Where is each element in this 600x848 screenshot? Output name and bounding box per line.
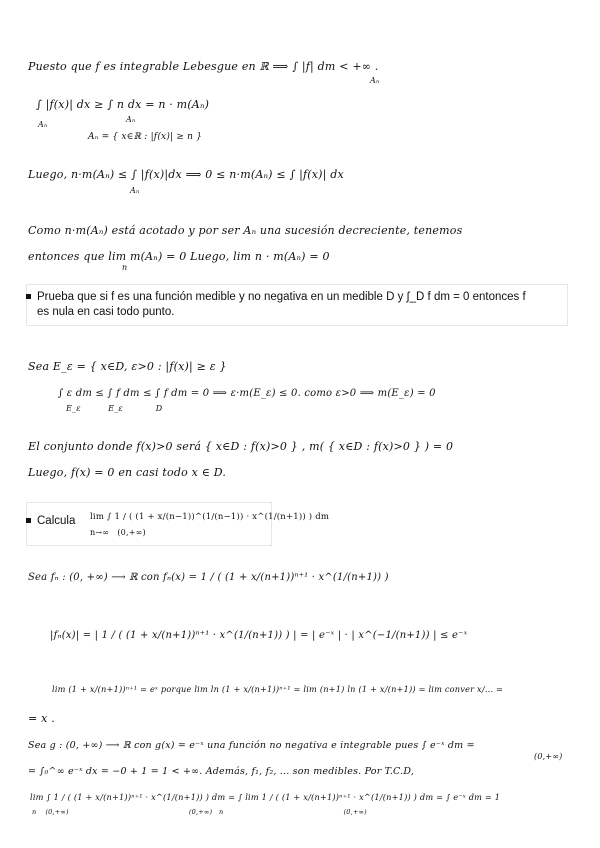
- text-line-14: = x .: [28, 712, 55, 725]
- subscript-an-1: Aₙ: [38, 120, 48, 129]
- text-line-8: ∫ ε dm ≤ ∫ f dm ≤ ∫ f dm = 0 ⟹ ε·m(E_ε) ≤ 0. como ε>0 ⟹ m(E_ε) = 0: [58, 388, 436, 399]
- text-line-10: Luego, f(x) = 0 en casi todo x ∈ D.: [28, 466, 227, 479]
- bullet-icon: [26, 518, 31, 523]
- exercise-2-label: Calcula: [37, 515, 76, 527]
- text-line-4: Luego, n·m(Aₙ) ≤ ∫ |f(x)|dx ⟹ 0 ≤ n·m(Aₙ) ≤ ∫ |f(x)| dx: [28, 168, 344, 181]
- text-line-12: |fₙ(x)| = | 1 / ( (1 + x/(n+1))ⁿ⁺¹ · x^(1/(n+1)) ) | = | e⁻ˣ | · | x^(−1/(n+1)) | ≤ e⁻ˣ: [50, 630, 468, 641]
- text-line-7: Sea E_ε = { x∈D, ε>0 : |f(x)| ≥ ε }: [28, 360, 227, 373]
- text-line-16: = ∫₀^∞ e⁻ˣ dx = −0 + 1 = 1 < +∞. Además, f₁, f₂, ... son medibles. Por T.C.D,: [28, 766, 415, 777]
- exercise-2: [26, 514, 75, 529]
- text-line-9: El conjunto donde f(x)>0 será { x∈D : f(x)>0 } , m( { x∈D : f(x)>0 } ) = 0: [28, 440, 454, 453]
- exercise-2-math: lim ∫ 1 / ( (1 + x/(n−1))^(1/(n−1)) · x^(1/(n+1)) ) dm: [90, 512, 330, 522]
- text-line-2: ∫ |f(x)| dx ≥ ∫ n dx = n · m(Aₙ): [36, 98, 210, 111]
- subscript-an-3: Aₙ: [130, 186, 140, 195]
- text-line-5: Como n·m(Aₙ) está acotado y por ser Aₙ una sucesión decreciente, tenemos: [28, 224, 463, 237]
- bullet-icon: [26, 294, 31, 299]
- text-line-1: Puesto que f es integrable Lebesgue en ℝ ⟹ ∫ |f| dm < +∞ .: [28, 60, 379, 73]
- text-line-13: lim (1 + x/(n+1))ⁿ⁺¹ = eˣ porque lim ln (1 + x/(n+1))ⁿ⁺¹ = lim (n+1) ln (1 + x/(n+1)) = lim conver x/... =: [52, 684, 504, 694]
- exercise-1-line-2: es nula en casi todo punto.: [37, 306, 175, 318]
- exercise-2-sub: n→∞ (0,+∞): [90, 528, 146, 537]
- text-line-15: Sea g : (0, +∞) ⟶ ℝ con g(x) = e⁻ˣ una función no negativa e integrable pues ∫ e⁻ˣ dm =: [28, 740, 475, 751]
- set-definition: Aₙ = { x∈ℝ : |f(x)| ≥ n }: [88, 132, 203, 142]
- text-line-6: entonces que lim m(Aₙ) = 0 Luego, lim n · m(Aₙ) = 0: [28, 250, 330, 263]
- subscript-an: Aₙ: [370, 76, 380, 85]
- text-line-11: Sea fₙ : (0, +∞) ⟶ ℝ con fₙ(x) = 1 / ( (1 + x/(n+1))ⁿ⁺¹ · x^(1/(n+1)) ): [28, 572, 389, 583]
- subscripts-line-8: E_ε E_ε D: [66, 404, 163, 413]
- exercise-1-line-1: Prueba que si f es una función medible y no negativa en un medible D y ∫_D f dm = 0 entonces f: [37, 291, 526, 303]
- subscripts-line-17: n (0,+∞) (0,+∞) n (0,+∞): [32, 808, 367, 816]
- subscript-an-2: Aₙ: [126, 115, 136, 124]
- text-line-17: lim ∫ 1 / ( (1 + x/(n+1))ⁿ⁺¹ · x^(1/(n+1)) ) dm = ∫ lim 1 / ( (1 + x/(n+1))ⁿ⁺¹ · x^(1/(n+1)) ) dm = ∫ e⁻ˣ dm = 1: [30, 792, 501, 802]
- exercise-1: [26, 290, 566, 320]
- subscript-n: n: [122, 263, 128, 272]
- subscript-interval: (0,+∞): [534, 752, 563, 761]
